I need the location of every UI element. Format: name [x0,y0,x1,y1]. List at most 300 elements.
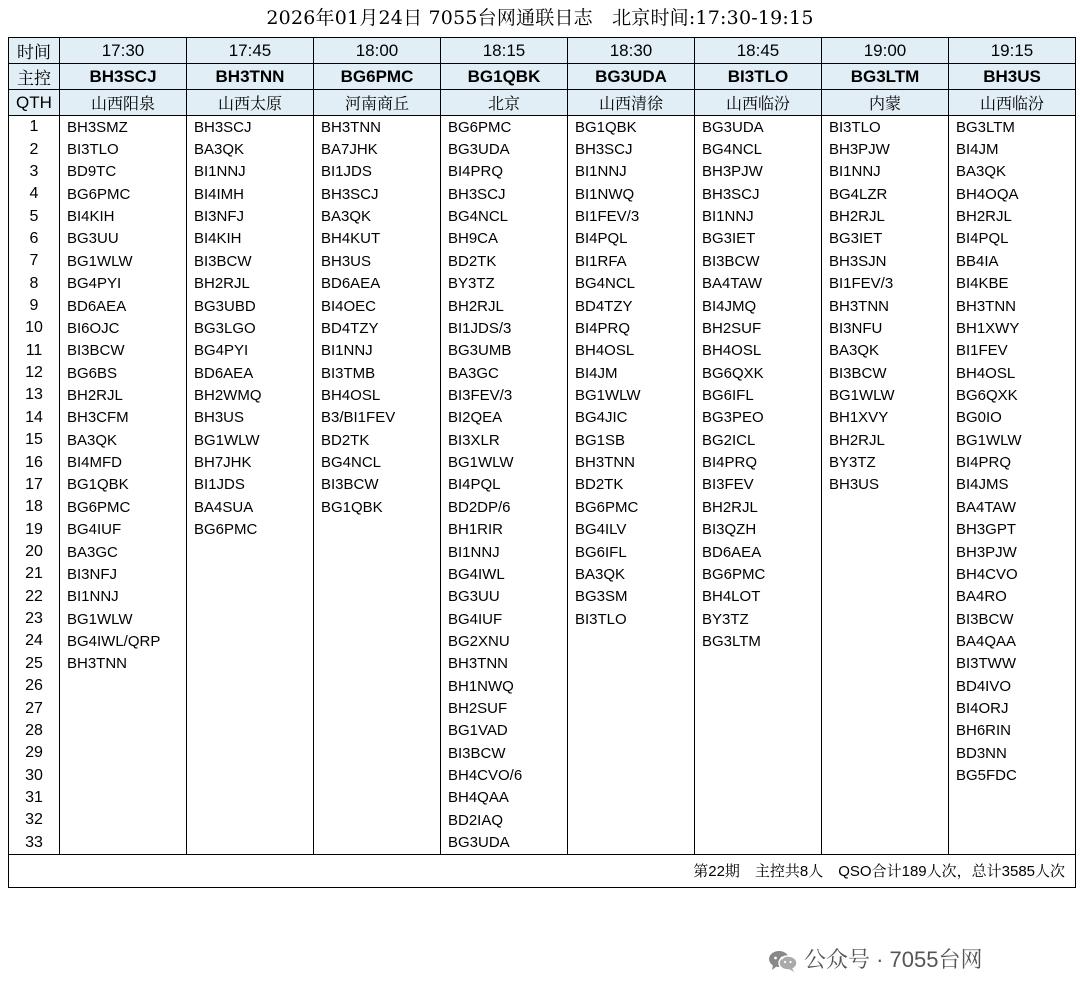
row-number: 29 [9,742,60,764]
session-time: 18:00 [314,38,441,64]
callsign-cell: BD4TZY [314,317,441,339]
callsign-cell: BG3LGO [187,317,314,339]
callsign-cell: BH4OSL [695,340,822,362]
row-number: 28 [9,720,60,742]
callsign-cell: BA3QK [187,138,314,160]
callsign-cell [187,832,314,855]
log-row [9,832,1076,855]
callsign-cell: BH6RIN [949,720,1076,742]
callsign-cell: BD6AEA [695,541,822,563]
callsign-cell: BI1NNJ [314,340,441,362]
callsign-cell: BG1WLW [441,451,568,473]
callsign-cell [695,832,822,855]
callsign-cell: BG4NCL [314,451,441,473]
callsign-cell: BY3TZ [822,451,949,473]
callsign-cell: BG6PMC [187,518,314,540]
callsign-cell: BI3TLO [568,608,695,630]
callsign-cell: BG3PEO [695,407,822,429]
callsign-cell: BH2WMQ [187,384,314,406]
footer-row [9,854,1076,887]
callsign-cell [822,563,949,585]
callsign-cell: BH3PJW [949,541,1076,563]
callsign-cell: BH1XVY [822,407,949,429]
callsign-cell: BI3NFJ [60,563,187,585]
row-number: 7 [9,250,60,272]
row-number: 8 [9,273,60,295]
callsign-cell: BG1WLW [822,384,949,406]
callsign-cell [695,720,822,742]
callsign-cell: BH9CA [441,228,568,250]
callsign-cell: BH2RJL [949,205,1076,227]
log-row [9,697,1076,719]
callsign-cell: BH2SUF [441,697,568,719]
callsign-cell: BI1JDS [187,474,314,496]
session-time: 17:30 [60,38,187,64]
callsign-cell: BH3TNN [568,451,695,473]
callsign-cell [822,764,949,786]
session-host: BH3SCJ [60,64,187,90]
callsign-cell: BH3PJW [695,161,822,183]
callsign-cell: BG6PMC [568,496,695,518]
callsign-cell: BI1FEV/3 [568,205,695,227]
callsign-cell: BA3QK [568,563,695,585]
callsign-cell: BG2XNU [441,630,568,652]
callsign-cell: BG1WLW [60,250,187,272]
callsign-cell: BH3SMZ [60,116,187,139]
callsign-cell [60,720,187,742]
callsign-cell: BI1NNJ [441,541,568,563]
row-number: 3 [9,161,60,183]
session-host: BH3US [949,64,1076,90]
callsign-cell: BH3TNN [822,295,949,317]
row-number: 16 [9,451,60,473]
callsign-cell [949,787,1076,809]
callsign-cell: BI3BCW [695,250,822,272]
callsign-cell: BG6IFL [568,541,695,563]
log-row [9,295,1076,317]
log-row [9,250,1076,272]
callsign-cell: BI4PQL [568,228,695,250]
callsign-cell: BH3TNN [314,116,441,139]
callsign-cell [568,697,695,719]
log-row [9,183,1076,205]
callsign-cell: BI4MFD [60,451,187,473]
callsign-cell: BG6IFL [695,384,822,406]
callsign-cell: BG3UBD [187,295,314,317]
callsign-cell [187,720,314,742]
callsign-cell: BG4JIC [568,407,695,429]
row-number: 5 [9,205,60,227]
log-row [9,630,1076,652]
callsign-cell: BA4TAW [949,496,1076,518]
callsign-cell: BI1FEV [949,340,1076,362]
callsign-cell: BI3TMB [314,362,441,384]
callsign-cell [187,787,314,809]
callsign-cell [60,787,187,809]
log-row [9,205,1076,227]
callsign-cell: BI4KIH [60,205,187,227]
session-qth: 北京 [441,90,568,116]
row-number: 27 [9,697,60,719]
session-qth: 山西阳泉 [60,90,187,116]
callsign-cell: BI3NFJ [187,205,314,227]
session-qth: 山西太原 [187,90,314,116]
callsign-cell: BD6AEA [187,362,314,384]
callsign-cell [822,742,949,764]
callsign-cell: BH3US [822,474,949,496]
callsign-cell [568,630,695,652]
callsign-cell [695,764,822,786]
callsign-cell: BA3QK [60,429,187,451]
callsign-cell [314,518,441,540]
callsign-cell: BI4PRQ [695,451,822,473]
row-number: 24 [9,630,60,652]
callsign-cell: BD9TC [60,161,187,183]
callsign-cell [695,809,822,831]
session-host: BG1QBK [441,64,568,90]
session-host: BH3TNN [187,64,314,90]
row-number: 13 [9,384,60,406]
callsign-cell: BG4NCL [568,273,695,295]
callsign-cell [314,541,441,563]
row-number: 22 [9,586,60,608]
callsign-cell: BD2DP/6 [441,496,568,518]
log-row [9,340,1076,362]
callsign-cell [949,832,1076,855]
callsign-cell: BD2TK [314,429,441,451]
callsign-cell: BG0IO [949,407,1076,429]
qth-header-row [9,90,1076,116]
callsign-cell [60,742,187,764]
callsign-cell [695,787,822,809]
callsign-cell: BG6PMC [441,116,568,139]
callsign-cell [568,764,695,786]
callsign-cell: BH3TNN [441,653,568,675]
session-time: 18:30 [568,38,695,64]
callsign-cell: BG6BS [60,362,187,384]
row-number: 2 [9,138,60,160]
row-number: 23 [9,608,60,630]
callsign-cell: BI4PQL [441,474,568,496]
callsign-cell [187,697,314,719]
callsign-cell: BI4PQL [949,228,1076,250]
callsign-cell: BD4IVO [949,675,1076,697]
callsign-cell: BI4OEC [314,295,441,317]
callsign-cell [60,697,187,719]
callsign-cell: BH1RIR [441,518,568,540]
row-number: 10 [9,317,60,339]
session-host: BG3LTM [822,64,949,90]
callsign-cell: BH3CFM [60,407,187,429]
callsign-cell: BG5FDC [949,764,1076,786]
callsign-cell [695,742,822,764]
callsign-cell: BH2RJL [60,384,187,406]
callsign-cell: BH4OSL [568,340,695,362]
log-row [9,407,1076,429]
callsign-cell [187,630,314,652]
callsign-cell: BI3BCW [822,362,949,384]
callsign-cell: BD6AEA [314,273,441,295]
callsign-cell [568,742,695,764]
callsign-cell: BG4NCL [695,138,822,160]
callsign-cell: BG1QBK [568,116,695,139]
callsign-cell: BI6OJC [60,317,187,339]
callsign-cell: BG3UMB [441,340,568,362]
callsign-cell: BG3UDA [441,832,568,855]
callsign-cell [314,563,441,585]
callsign-cell: BH3SCJ [568,138,695,160]
row-number: 32 [9,809,60,831]
callsign-cell: BH2RJL [695,496,822,518]
callsign-cell: BG4IWL [441,563,568,585]
session-host: BG3UDA [568,64,695,90]
callsign-cell [695,653,822,675]
callsign-cell: BH3GPT [949,518,1076,540]
log-row [9,161,1076,183]
callsign-cell: BG1WLW [568,384,695,406]
session-qth: 山西临汾 [695,90,822,116]
callsign-cell: BI4JM [568,362,695,384]
callsign-cell: BG4IUF [60,518,187,540]
callsign-cell: BA4QAA [949,630,1076,652]
log-row [9,809,1076,831]
callsign-cell: BG1WLW [60,608,187,630]
callsign-cell: BH3US [187,407,314,429]
callsign-cell: BG6PMC [695,563,822,585]
log-row [9,563,1076,585]
row-number: 30 [9,764,60,786]
callsign-cell: BG1QBK [60,474,187,496]
row-number: 9 [9,295,60,317]
callsign-cell [314,832,441,855]
callsign-cell: BH4OSL [314,384,441,406]
callsign-cell [187,586,314,608]
callsign-cell: BI3TLO [60,138,187,160]
callsign-cell: BI1NNJ [822,161,949,183]
qso-log-table [8,37,1076,888]
callsign-cell: BA7JHK [314,138,441,160]
callsign-cell: BG1SB [568,429,695,451]
callsign-cell: BG4IWL/QRP [60,630,187,652]
callsign-cell: BH3SCJ [441,183,568,205]
callsign-cell: BG1VAD [441,720,568,742]
callsign-cell: B3/BI1FEV [314,407,441,429]
callsign-cell: BH4QAA [441,787,568,809]
callsign-cell: BD3NN [949,742,1076,764]
callsign-cell: BA4TAW [695,273,822,295]
callsign-cell: BH4OQA [949,183,1076,205]
callsign-cell: BI4JMS [949,474,1076,496]
callsign-cell [314,586,441,608]
row-number: 17 [9,474,60,496]
watermark-text: 公众号 · 7055台网 [804,947,983,972]
log-row [9,138,1076,160]
callsign-cell [60,809,187,831]
callsign-cell: BG3UDA [695,116,822,139]
callsign-cell: BG3LTM [949,116,1076,139]
callsign-cell: BG1QBK [314,496,441,518]
log-row [9,653,1076,675]
callsign-cell: BG4IUF [441,608,568,630]
session-qth: 河南商丘 [314,90,441,116]
callsign-cell [822,496,949,518]
callsign-cell: BG4PYI [60,273,187,295]
callsign-cell: BH3SCJ [314,183,441,205]
callsign-cell: BI4PRQ [949,451,1076,473]
callsign-cell: BI3BCW [187,250,314,272]
row-number: 25 [9,653,60,675]
callsign-cell [822,720,949,742]
callsign-cell: BD2IAQ [441,809,568,831]
callsign-cell: BA3QK [822,340,949,362]
watermark [768,944,1058,976]
callsign-cell [822,697,949,719]
log-row [9,496,1076,518]
callsign-cell: BG6PMC [60,183,187,205]
host-label: 主控 [9,64,60,90]
callsign-cell: BG4PYI [187,340,314,362]
log-row [9,384,1076,406]
row-number: 14 [9,407,60,429]
callsign-cell [314,675,441,697]
callsign-cell: BI3TLO [822,116,949,139]
callsign-cell [187,541,314,563]
callsign-cell: BG2ICL [695,429,822,451]
callsign-cell: BI1NNJ [568,161,695,183]
callsign-cell: BI3NFU [822,317,949,339]
callsign-cell [568,653,695,675]
page-title: 2026年01月24日 7055台网通联日志 北京时间:17:30-19:15 [266,7,814,29]
callsign-cell: BI1JDS [314,161,441,183]
callsign-cell [314,720,441,742]
log-row [9,116,1076,139]
callsign-cell: BG6QXK [949,384,1076,406]
callsign-cell: BI3FEV [695,474,822,496]
callsign-cell [187,742,314,764]
callsign-cell: BH3SCJ [187,116,314,139]
callsign-cell: BH4CVO [949,563,1076,585]
callsign-cell: BD2TK [441,250,568,272]
callsign-cell [568,832,695,855]
callsign-cell: BI3BCW [441,742,568,764]
callsign-cell [314,653,441,675]
row-number: 20 [9,541,60,563]
log-row [9,273,1076,295]
callsign-cell: BG3UU [441,586,568,608]
log-row [9,742,1076,764]
callsign-cell: BD6AEA [60,295,187,317]
log-row [9,429,1076,451]
callsign-cell: BI1NWQ [568,183,695,205]
callsign-cell: BI4IMH [187,183,314,205]
footer-summary: 第22期 主控共8人 QSO合计189人次，总计3585人次 [9,854,1076,887]
callsign-cell: BI1FEV/3 [822,273,949,295]
qth-label: QTH [9,90,60,116]
callsign-cell: BI1JDS/3 [441,317,568,339]
callsign-cell [822,809,949,831]
callsign-cell: BI2QEA [441,407,568,429]
host-header-row [9,64,1076,90]
callsign-cell: BG4ILV [568,518,695,540]
row-number: 33 [9,832,60,855]
session-host: BG6PMC [314,64,441,90]
callsign-cell [568,787,695,809]
callsign-cell: BH4KUT [314,228,441,250]
callsign-cell: BH2RJL [822,205,949,227]
wechat-icon [768,949,798,973]
callsign-cell: BH2RJL [441,295,568,317]
callsign-cell: BG6QXK [695,362,822,384]
log-row [9,228,1076,250]
log-row [9,541,1076,563]
callsign-cell [822,653,949,675]
callsign-cell [822,787,949,809]
callsign-cell: BH3PJW [822,138,949,160]
row-number: 11 [9,340,60,362]
callsign-cell: BG1WLW [949,429,1076,451]
callsign-cell [187,563,314,585]
log-row [9,764,1076,786]
callsign-cell: BH3TNN [949,295,1076,317]
callsign-cell: BI1NNJ [695,205,822,227]
callsign-cell: BD4TZY [568,295,695,317]
session-host: BI3TLO [695,64,822,90]
callsign-cell [314,764,441,786]
callsign-cell: BG1WLW [187,429,314,451]
callsign-cell: BH3SJN [822,250,949,272]
callsign-cell [187,675,314,697]
row-number: 15 [9,429,60,451]
time-label: 时间 [9,38,60,64]
callsign-cell [822,832,949,855]
callsign-cell: BA3QK [314,205,441,227]
callsign-cell [187,764,314,786]
session-time: 17:45 [187,38,314,64]
callsign-cell [568,720,695,742]
session-qth: 山西清徐 [568,90,695,116]
session-time: 19:15 [949,38,1076,64]
callsign-cell: BI1NNJ [187,161,314,183]
callsign-cell: BI4ORJ [949,697,1076,719]
callsign-cell: BH1XWY [949,317,1076,339]
callsign-cell: BY3TZ [695,608,822,630]
callsign-cell [822,541,949,563]
callsign-cell: BA4SUA [187,496,314,518]
callsign-cell: BD2TK [568,474,695,496]
log-row [9,608,1076,630]
callsign-cell: BA3GC [441,362,568,384]
callsign-cell [822,630,949,652]
callsign-cell: BA3QK [949,161,1076,183]
session-qth: 山西临汾 [949,90,1076,116]
row-number: 18 [9,496,60,518]
log-row [9,586,1076,608]
row-number: 31 [9,787,60,809]
callsign-cell: BI4KBE [949,273,1076,295]
callsign-cell [695,675,822,697]
callsign-cell [314,697,441,719]
callsign-cell: BH4OSL [949,362,1076,384]
callsign-cell: BG3LTM [695,630,822,652]
callsign-cell: BB4IA [949,250,1076,272]
callsign-cell [314,630,441,652]
callsign-cell: BH3TNN [60,653,187,675]
callsign-cell: BH7JHK [187,451,314,473]
callsign-cell: BI4JMQ [695,295,822,317]
callsign-cell [695,697,822,719]
row-number: 12 [9,362,60,384]
callsign-cell [822,518,949,540]
